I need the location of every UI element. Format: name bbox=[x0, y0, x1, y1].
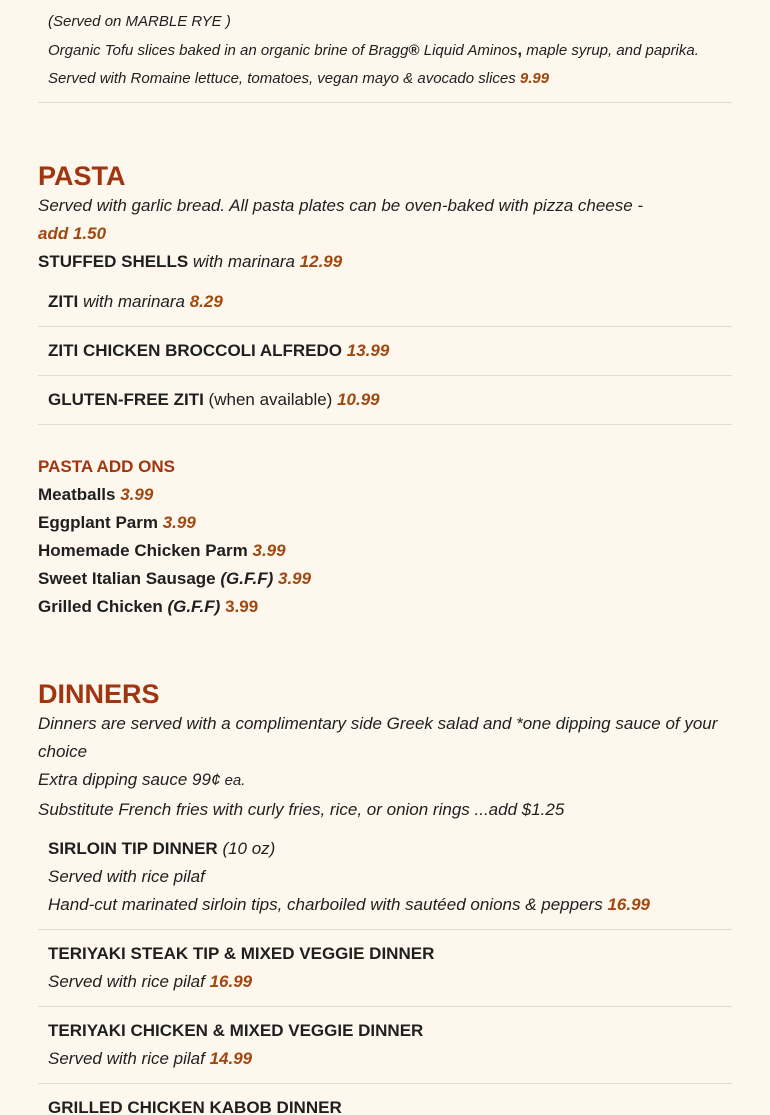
teriyaki-chicken-name: TERIYAKI CHICKEN & MIXED VEGGIE DINNER bbox=[48, 1021, 424, 1040]
addon-name: Homemade Chicken Parm bbox=[38, 541, 248, 560]
pasta-item-gluten-free bbox=[38, 386, 732, 425]
addons-title: PASTA ADD ONS bbox=[38, 457, 175, 476]
desc-part-3: maple syrup, and paprika. Served with Romaine lettuce, tomatoes, vegan mayo & avocado slices bbox=[48, 42, 699, 87]
dinners-extra-sauce bbox=[38, 766, 732, 795]
stuffed-shells-desc: with marinara bbox=[188, 252, 300, 271]
addon-sausage bbox=[38, 565, 732, 593]
sirloin-tag: (10 oz) bbox=[222, 839, 276, 858]
dinner-item-teriyaki-chicken bbox=[38, 1017, 732, 1084]
sirloin-name: SIRLOIN TIP DINNER bbox=[48, 839, 218, 858]
alfredo-price: 13.99 bbox=[346, 341, 390, 360]
sandwich-description bbox=[48, 36, 722, 93]
teriyaki-steak-price: 16.99 bbox=[209, 972, 253, 991]
pasta-item-ziti bbox=[38, 288, 732, 327]
extra-sauce-text: Extra dipping sauce 99¢ bbox=[38, 770, 221, 789]
served-on-note: (Served on MARBLE RYE ) bbox=[48, 13, 231, 30]
registered-mark: ® bbox=[408, 42, 420, 59]
sirloin-desc: Hand-cut marinated sirloin tips, charboiled with sautéed onions & peppers bbox=[48, 895, 608, 914]
desc-part-1: Organic Tofu slices baked in an organic brine of Bragg bbox=[48, 42, 409, 59]
addon-tag: (G.F.F) bbox=[220, 569, 274, 588]
sirloin-price: 16.99 bbox=[607, 895, 650, 914]
addon-price: 3.99 bbox=[225, 597, 259, 616]
addon-price: 3.99 bbox=[162, 513, 196, 532]
dinners-section bbox=[38, 678, 732, 824]
addons-section bbox=[38, 453, 732, 621]
teriyaki-chicken-side-line bbox=[48, 1045, 722, 1073]
ziti-desc: with marinara bbox=[78, 292, 190, 311]
gf-ziti-price: 10.99 bbox=[337, 390, 380, 409]
addon-grilled-chicken bbox=[38, 593, 732, 621]
dinner-item-kabob bbox=[38, 1094, 732, 1115]
addon-price: 3.99 bbox=[252, 541, 286, 560]
gf-ziti-desc: (when available) bbox=[203, 390, 338, 409]
pasta-intro: Served with garlic bread. All pasta plates can be oven-baked with pizza cheese - bbox=[38, 196, 644, 215]
addon-tag: (G.F.F) bbox=[167, 597, 221, 616]
teriyaki-chicken-side: Served with rice pilaf bbox=[48, 1049, 210, 1068]
addon-chicken-parm bbox=[38, 537, 732, 565]
dinner-item-sirloin bbox=[38, 835, 732, 930]
stuffed-shells-name: STUFFED SHELLS bbox=[38, 252, 189, 271]
stuffed-shells-item bbox=[38, 248, 732, 276]
addon-name: Eggplant Parm bbox=[38, 513, 158, 532]
teriyaki-chicken-price: 14.99 bbox=[209, 1049, 253, 1068]
dinners-substitute: Substitute French fries with curly fries, rice, or onion rings ...add $1.25 bbox=[38, 800, 565, 819]
addon-meatballs bbox=[38, 481, 732, 509]
addon-name: Sweet Italian Sausage bbox=[38, 569, 216, 588]
desc-comma: , bbox=[517, 40, 523, 59]
kabob-name: GRILLED CHICKEN KABOB DINNER bbox=[48, 1098, 342, 1115]
stuffed-shells-price: 12.99 bbox=[299, 252, 343, 271]
teriyaki-steak-side-line bbox=[48, 968, 722, 996]
dinner-item-teriyaki-steak bbox=[38, 940, 732, 1007]
extra-sauce-ea: ea. bbox=[220, 772, 246, 789]
gf-ziti-name: GLUTEN-FREE ZITI bbox=[48, 390, 204, 409]
dinners-title: DINNERS bbox=[38, 679, 160, 709]
pasta-item-alfredo bbox=[38, 337, 732, 376]
addon-eggplant bbox=[38, 509, 732, 537]
ziti-name: ZITI bbox=[48, 292, 79, 311]
pasta-title: PASTA bbox=[38, 161, 126, 191]
dinners-intro: Dinners are served with a complimentary side Greek salad and *one dipping sauce of your choice bbox=[38, 714, 718, 761]
addon-price: 3.99 bbox=[278, 569, 312, 588]
addon-name: Meatballs bbox=[38, 485, 116, 504]
sirloin-side: Served with rice pilaf bbox=[48, 867, 205, 886]
sandwich-item bbox=[38, 8, 732, 103]
ziti-price: 8.29 bbox=[189, 292, 223, 311]
addon-price: 3.99 bbox=[120, 485, 154, 504]
sandwich-price: 9.99 bbox=[519, 70, 550, 87]
addon-name: Grilled Chicken bbox=[38, 597, 163, 616]
teriyaki-steak-side: Served with rice pilaf bbox=[48, 972, 210, 991]
sirloin-desc-line bbox=[48, 891, 722, 919]
teriyaki-steak-name: TERIYAKI STEAK TIP & MIXED VEGGIE DINNER bbox=[48, 944, 435, 963]
alfredo-name: ZITI CHICKEN BROCCOLI ALFREDO bbox=[48, 341, 343, 360]
desc-part-2: Liquid Aminos bbox=[419, 42, 518, 59]
pasta-addon-note: add 1.50 bbox=[38, 224, 107, 243]
pasta-section bbox=[38, 160, 732, 276]
